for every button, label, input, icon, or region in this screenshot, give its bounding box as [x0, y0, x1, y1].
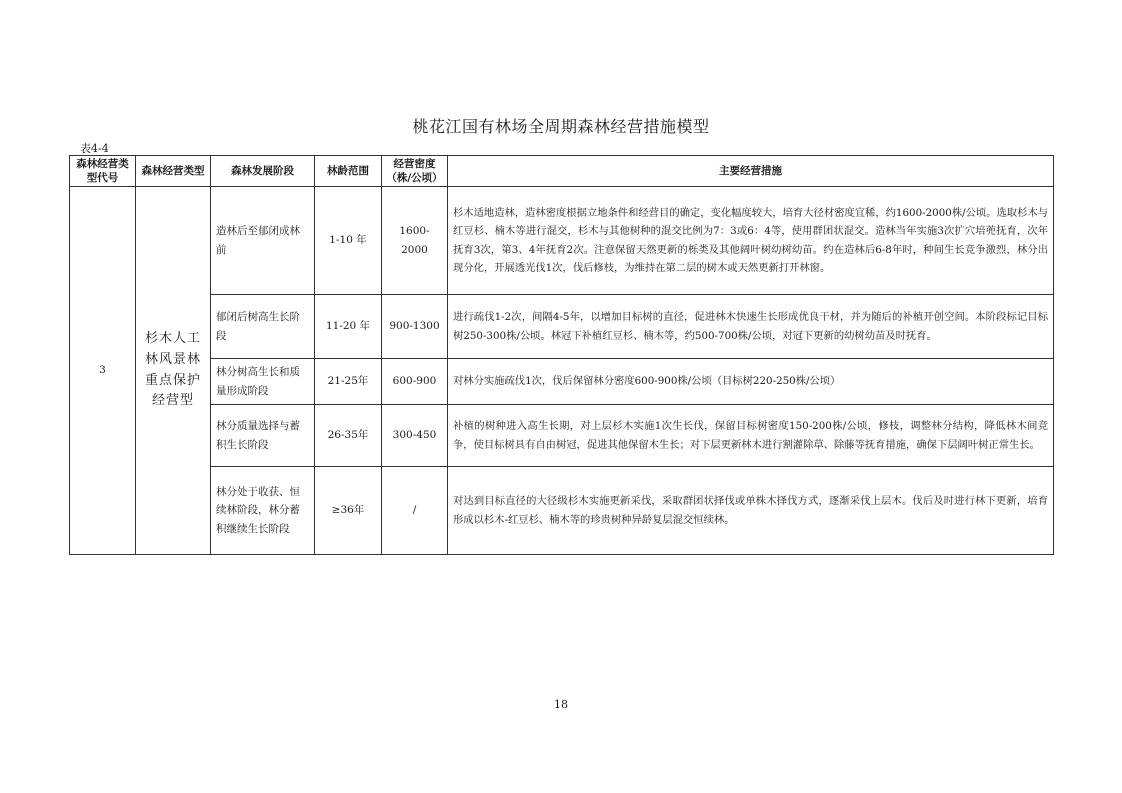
stage-cell: 林分质量选择与蓄积生长阶段: [211, 405, 315, 467]
table-row: [70, 295, 1054, 359]
header-type-code: 森林经营类型代号: [70, 156, 136, 187]
header-measures: 主要经营措施: [448, 156, 1054, 187]
stage-cell: 造林后至郁闭成林前: [211, 187, 315, 295]
table-row: [70, 359, 1054, 405]
header-type-name: 森林经营类型: [136, 156, 211, 187]
table-row: [70, 467, 1054, 555]
stage-cell: 林分树高生长和质量形成阶段: [211, 359, 315, 405]
measures-cell: 对林分实施疏伐1次，伐后保留林分密度600-900株/公顷（目标树220-250株/公顷）: [448, 359, 1054, 405]
header-stage: 森林发展阶段: [211, 156, 315, 187]
type-name-cell: 杉木人工林风景林重点保护经营型: [136, 187, 211, 555]
measures-cell: 补植的树种进入高生长期，对上层杉木实施1次生长伐，保留目标树密度150-200株/公顷，修枝，调整林分结构，降低林木间竞争，使目标树具有自由树冠，促进其他保留木生长；对下层更新林木进行割灌除草、除藤等抚育措施，确保下层阔叶树正常生长。: [448, 405, 1054, 467]
density-cell: 600-900: [382, 359, 448, 405]
page-number: 18: [554, 698, 568, 711]
measures-cell: 杉木适地造林，造林密度根据立地条件和经营目的确定，变化幅度较大，培育大径材密度宜稀，约1600-2000株/公顷。选取杉木与红豆杉、楠木等进行混交，杉木与其他树种的混交比例为7：3或6：4等，使用群团状混交。造林当年实施3次扩穴培蔸抚育，次年抚育3次，第3、4年抚育2次。注意保留天然更新的栎类及其他阔叶树幼树幼苗。约在造林后6-8年时，种间生长竞争激烈，林分出现分化，开展透光伐1次，伐后修枝，为维持在第二层的树木或天然更新打开林窗。: [448, 187, 1054, 295]
table-row: [70, 187, 1054, 295]
stage-cell: 郁闭后树高生长阶段: [211, 295, 315, 359]
density-cell: 900-1300: [382, 295, 448, 359]
age-cell: ≥36年: [315, 467, 382, 555]
header-age-range: 林龄范围: [315, 156, 382, 187]
age-cell: 1-10 年: [315, 187, 382, 295]
measures-cell: 进行疏伐1-2次，间隔4-5年，以增加目标树的直径，促进林木快速生长形成优良干材，并为随后的补植开创空间。本阶段标记目标树250-300株/公顷。林冠下补植红豆杉、楠木等，约500-700株/公顷，对冠下更新的幼树幼苗及时抚育。: [448, 295, 1054, 359]
table-row: [70, 405, 1054, 467]
density-cell: 300-450: [382, 405, 448, 467]
page-title: 桃花江国有林场全周期森林经营措施模型: [412, 117, 710, 136]
type-code-cell: 3: [70, 187, 136, 555]
header-density: 经营密度（株/公顷）: [382, 156, 448, 187]
density-cell: 1600-2000: [382, 187, 448, 295]
age-cell: 26-35年: [315, 405, 382, 467]
age-cell: 21-25年: [315, 359, 382, 405]
stage-cell: 林分处于收获、恒续林阶段，林分蓄积继续生长阶段: [211, 467, 315, 555]
table-header-row: [70, 156, 1054, 187]
measures-cell: 对达到目标直径的大径级杉木实施更新采伐，采取群团状择伐或单株木择伐方式，逐渐采伐上层木。伐后及时进行林下更新，培育形成以杉木-红豆杉、楠木等的珍贵树种异龄复层混交恒续林。: [448, 467, 1054, 555]
age-cell: 11-20 年: [315, 295, 382, 359]
table-label: 表4-4: [80, 142, 109, 155]
density-cell: /: [382, 467, 448, 555]
forest-management-table: [69, 155, 1054, 555]
